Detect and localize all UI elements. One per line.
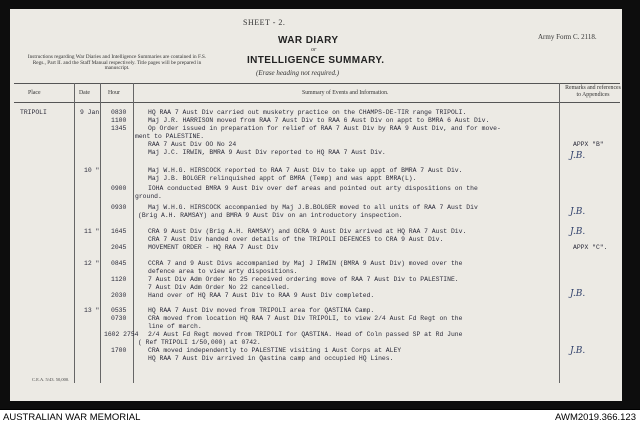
army-form-number: Army Form C. 2118. (538, 33, 597, 41)
column-header-summary: Summary of Events and Information. (302, 90, 389, 96)
handwritten-initial: J.B. (570, 346, 586, 356)
entry-line: RAA 7 Aust Div OO No 24 (148, 141, 237, 148)
entry-line: defence area to view arty dispositions. (148, 268, 298, 275)
column-divider (100, 83, 101, 383)
entry-line: CRA moved independently to PALESTINE visiting 1 Aust Corps at ALEY (148, 347, 402, 354)
form-instructions: Instructions regarding War Diaries and Intelligence Summaries are contained in F.S. Regs., Part II. and the Staff Manual respectively. Title pages will be prepared in manuscript. (27, 54, 207, 72)
form-title: WAR DIARY (278, 35, 339, 46)
handwritten-initial: J.B. (570, 227, 586, 237)
entry-line: 7 Aust Div Adm Order No 22 cancelled. (148, 284, 290, 291)
column-header-remarks: Remarks and references to Appendices (565, 85, 621, 98)
entry-line: Maj J.C. IRWIN, BMRA 9 Aust Div reported to HQ RAA 7 Aust Div. (148, 149, 386, 156)
entry-line: Op Order issued in preparation for relief of RAA 7 Aust Div by RAA 9 Aust Div, and for move- (148, 125, 501, 132)
entry-line: CRA 9 Aust Div (Brig A.H. RAMSAY) and GCRA 9 Aust Div arrived at HQ RAA 7 Aust Div. (148, 228, 467, 235)
entry-line: Maj J.B. BOLGER relinquished appt of BMRA (Temp) and was appt BMRA(L). (148, 175, 417, 182)
table-top-rule (14, 83, 620, 84)
entry-line: CRA moved from location HQ RAA 7 Aust Div TRIPOLI, to view 2/4 Aust Fd Regt on the (148, 315, 463, 322)
entry-line: CCRA 7 and 9 Aust Divs accompanied by Maj J IRWIN (BMRA 9 Aust Div) moved over the (148, 260, 463, 267)
entry-hour: 0845 (111, 260, 127, 267)
entry-line: ment to PALESTINE. (135, 133, 205, 140)
entry-date: 13 " (84, 307, 100, 314)
column-header-hour: Hour (108, 90, 120, 96)
form-title-alt: INTELLIGENCE SUMMARY. (247, 55, 385, 66)
entry-line: (Brig A.H. RAMSAY) and BMRA 9 Aust Div on an introductory inspection. (138, 212, 403, 219)
entry-hour: 1345 (111, 125, 127, 132)
entry-hour: 2030 (111, 292, 127, 299)
entry-line: HQ RAA 7 Aust Div carried out musketry practice on the CHAMPS-DE-TIR range TRIPOLI. (148, 109, 467, 116)
entry-line: MOVEMENT ORDER - HQ RAA 7 Aust Div (148, 244, 279, 251)
entry-line: CRA 7 Aust Div handed over details of the TRIPOLI DEFENCES to CRA 9 Aust Div. (148, 236, 444, 243)
war-diary-sheet (10, 9, 622, 401)
archive-reference-number: AWM2019.366.123 (555, 412, 636, 423)
entry-hour: 0730 (111, 315, 127, 322)
entry-hour: 0930 (111, 204, 127, 211)
entry-line: line of march. (148, 323, 202, 330)
entry-hour: 1100 (111, 117, 127, 124)
handwritten-initial: J.B. (570, 151, 586, 161)
entry-line: 2/4 Aust Fd Regt moved from TRIPOLI for QASTINA. Head of Coln passed SP at Rd June (148, 331, 463, 338)
entry-hour: 0900 (111, 185, 127, 192)
column-divider (559, 83, 560, 383)
entry-hour: 2045 (111, 244, 127, 251)
entry-line: HQ RAA 7 Aust Div moved from TRIPOLI area for QASTINA Camp. (148, 307, 375, 314)
entry-line: Hand over of HQ RAA 7 Aust Div to RAA 9 Aust Div completed. (148, 292, 375, 299)
entry-line: IOHA conducted BMRA 9 Aust Div over def areas and pointed out arty dispositions on the (148, 185, 478, 192)
print-code: C.E.A. 5/43. 50,000. (32, 377, 70, 382)
archive-name: AUSTRALIAN WAR MEMORIAL (3, 412, 141, 423)
entry-place: TRIPOLI (20, 109, 47, 116)
entry-hour: 1120 (111, 276, 127, 283)
entry-hour: 1645 (111, 228, 127, 235)
entry-line: 7 Aust Div Adm Order No 25 received ordering move of RAA 7 Aust Div to PALESTINE. (148, 276, 459, 283)
entry-date: 11 " (84, 228, 100, 235)
appendix-reference: APPX "C". (573, 244, 608, 251)
sheet-number: SHEET - 2. (243, 18, 286, 27)
form-subtitle: (Erase heading not required.) (256, 69, 340, 77)
column-header-place: Place (28, 90, 41, 96)
form-title-or: or (311, 47, 317, 53)
entry-hour: 1700 (111, 347, 127, 354)
appendix-reference: APPX "B" (573, 141, 604, 148)
entry-hour: 0535 (111, 307, 127, 314)
entry-line: Maj W.H.G. HIRSCOCK accompanied by Maj J.B.BOLGER moved to all units of RAA 7 Aust Div (148, 204, 478, 211)
entry-line: Maj W.H.G. HIRSCOCK reported to RAA 7 Aust Div to take up appt of BMRA 7 Aust Div. (148, 167, 463, 174)
entry-hour: 0830 (111, 109, 127, 116)
entry-date: 10 " (84, 167, 100, 174)
entry-date: 9 Jan (80, 109, 100, 116)
entry-line: ( Ref TRIPOLI 1/50,000) at 0742. (138, 339, 261, 346)
entry-hour: 1602 2754 (104, 331, 139, 338)
header-bottom-rule (14, 102, 620, 103)
entry-date: 12 " (84, 260, 100, 267)
archive-caption-bar (0, 409, 640, 425)
handwritten-initial: J.B. (570, 289, 586, 299)
handwritten-initial: J.B. (570, 207, 586, 217)
entry-line: HQ RAA 7 Aust Div arrived in Qastina camp and occupied HQ Lines. (148, 355, 394, 362)
entry-line: Maj J.R. HARRISON moved from RAA 7 Aust Div to RAA 6 Aust Div on appt to BMRA 6 Aust Div. (148, 117, 490, 124)
entry-line: ground. (135, 193, 162, 200)
column-divider (74, 83, 75, 383)
column-header-date: Date (79, 90, 90, 96)
